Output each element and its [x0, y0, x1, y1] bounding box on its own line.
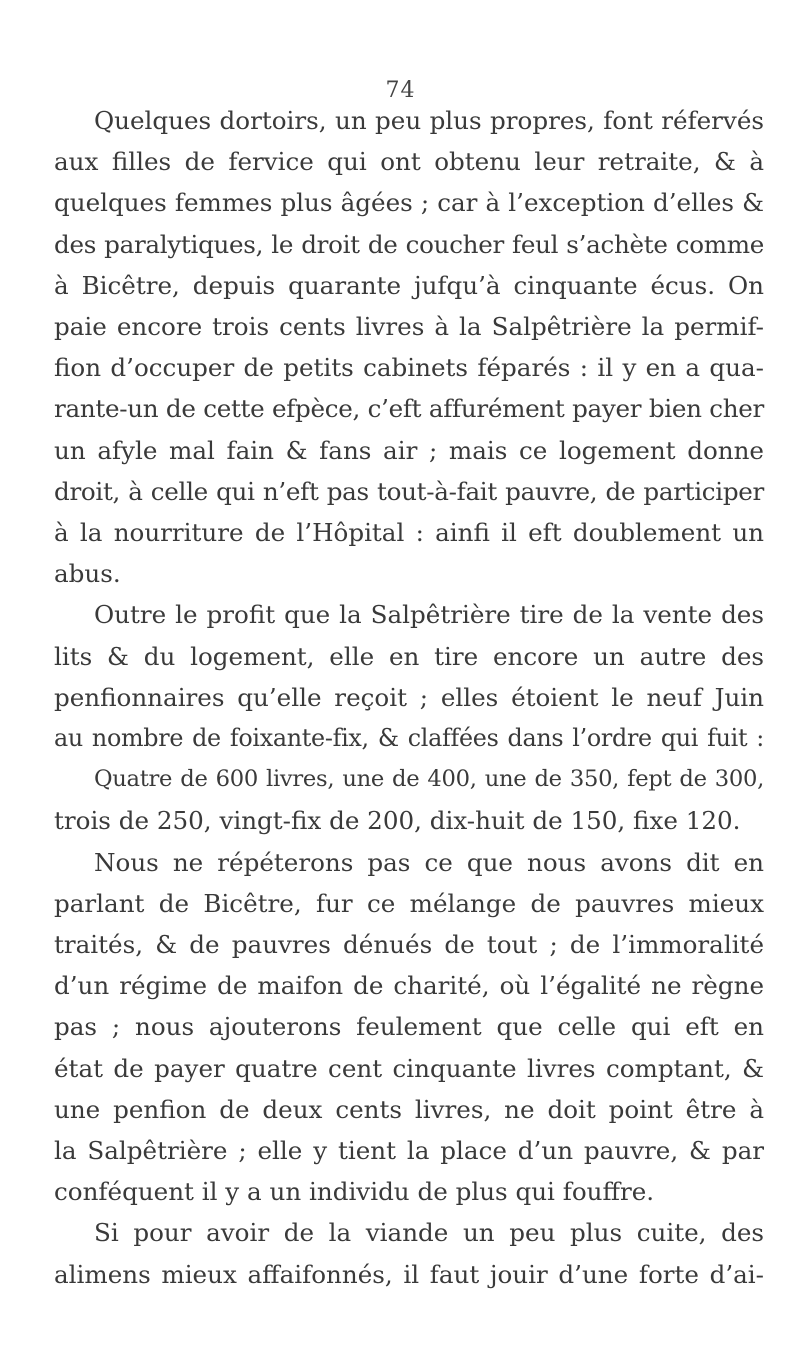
text-line: quelques femmes plus âgées ; car à l’exception d’elles & — [54, 188, 764, 218]
text-line: droit, à celle qui n’eft pas tout-à-fait pauvre, de participer — [54, 476, 764, 506]
text-line: pas ; nous ajouterons feulement que celle qui eft en — [54, 1012, 764, 1042]
body-text — [54, 100, 764, 1295]
text-line: des paralytiques, le droit de coucher feul s’achète comme — [54, 229, 764, 259]
text-line: un afyle mal fain & fans air ; mais ce logement donne — [54, 435, 764, 465]
text-line: au nombre de foixante-fix, & claffées dans l’ordre qui fuit : — [54, 724, 764, 753]
text-line: abus. — [54, 559, 121, 589]
text-line: une penfion de deux cents livres, ne doit point être à — [54, 1094, 764, 1124]
text-line: alimens mieux affaifonnés, il faut jouir d’une forte d’ai- — [54, 1259, 764, 1289]
text-line: conféquent il y a un individu de plus qui fouffre. — [54, 1177, 655, 1207]
text-line: parlant de Bicêtre, fur ce mélange de pauvres mieux — [54, 888, 764, 918]
text-line: état de payer quatre cent cinquante livres comptant, & — [54, 1053, 764, 1083]
text-line: à Bicêtre, depuis quarante jufqu’à cinquante écus. On — [54, 270, 764, 300]
text-line: rante-un de cette efpèce, c’eft affurément payer bien cher — [54, 394, 764, 424]
text-line: paie encore trois cents livres à la Salpêtrière la permif- — [54, 312, 764, 342]
text-line: fion d’occuper de petits cabinets féparés : il y en a qua- — [54, 353, 764, 383]
text-line: Nous ne répéterons pas ce que nous avons dit en — [94, 847, 764, 877]
text-line: Outre le profit que la Salpêtrière tire de la vente des — [94, 600, 764, 630]
text-line: Quatre de 600 livres, une de 400, une de 350, fept de 300, — [94, 766, 764, 793]
text-line: à la nourriture de l’Hôpital : ainfi il eft doublement un — [54, 518, 764, 548]
text-line: traités, & de pauvres dénués de tout ; de l’immoralité — [54, 930, 764, 960]
text-line: lits & du logement, elle en tire encore un autre des — [54, 641, 764, 671]
text-line: Si pour avoir de la viande un peu plus cuite, des — [94, 1218, 764, 1248]
text-line: trois de 250, vingt-fix de 200, dix-huit de 150, fixe 120. — [54, 806, 741, 836]
page-number: 74 — [385, 78, 416, 103]
text-line: d’un régime de maifon de charité, où l’égalité ne règne — [54, 971, 764, 1001]
text-line: la Salpêtrière ; elle y tient la place d’un pauvre, & par — [54, 1136, 764, 1166]
text-line: aux filles de fervice qui ont obtenu leur retraite, & à — [54, 147, 764, 177]
text-line: penfionnaires qu’elle reçoit ; elles étoient le neuf Juin — [54, 682, 764, 712]
text-line: Quelques dortoirs, un peu plus propres, font réfervés — [94, 106, 764, 135]
